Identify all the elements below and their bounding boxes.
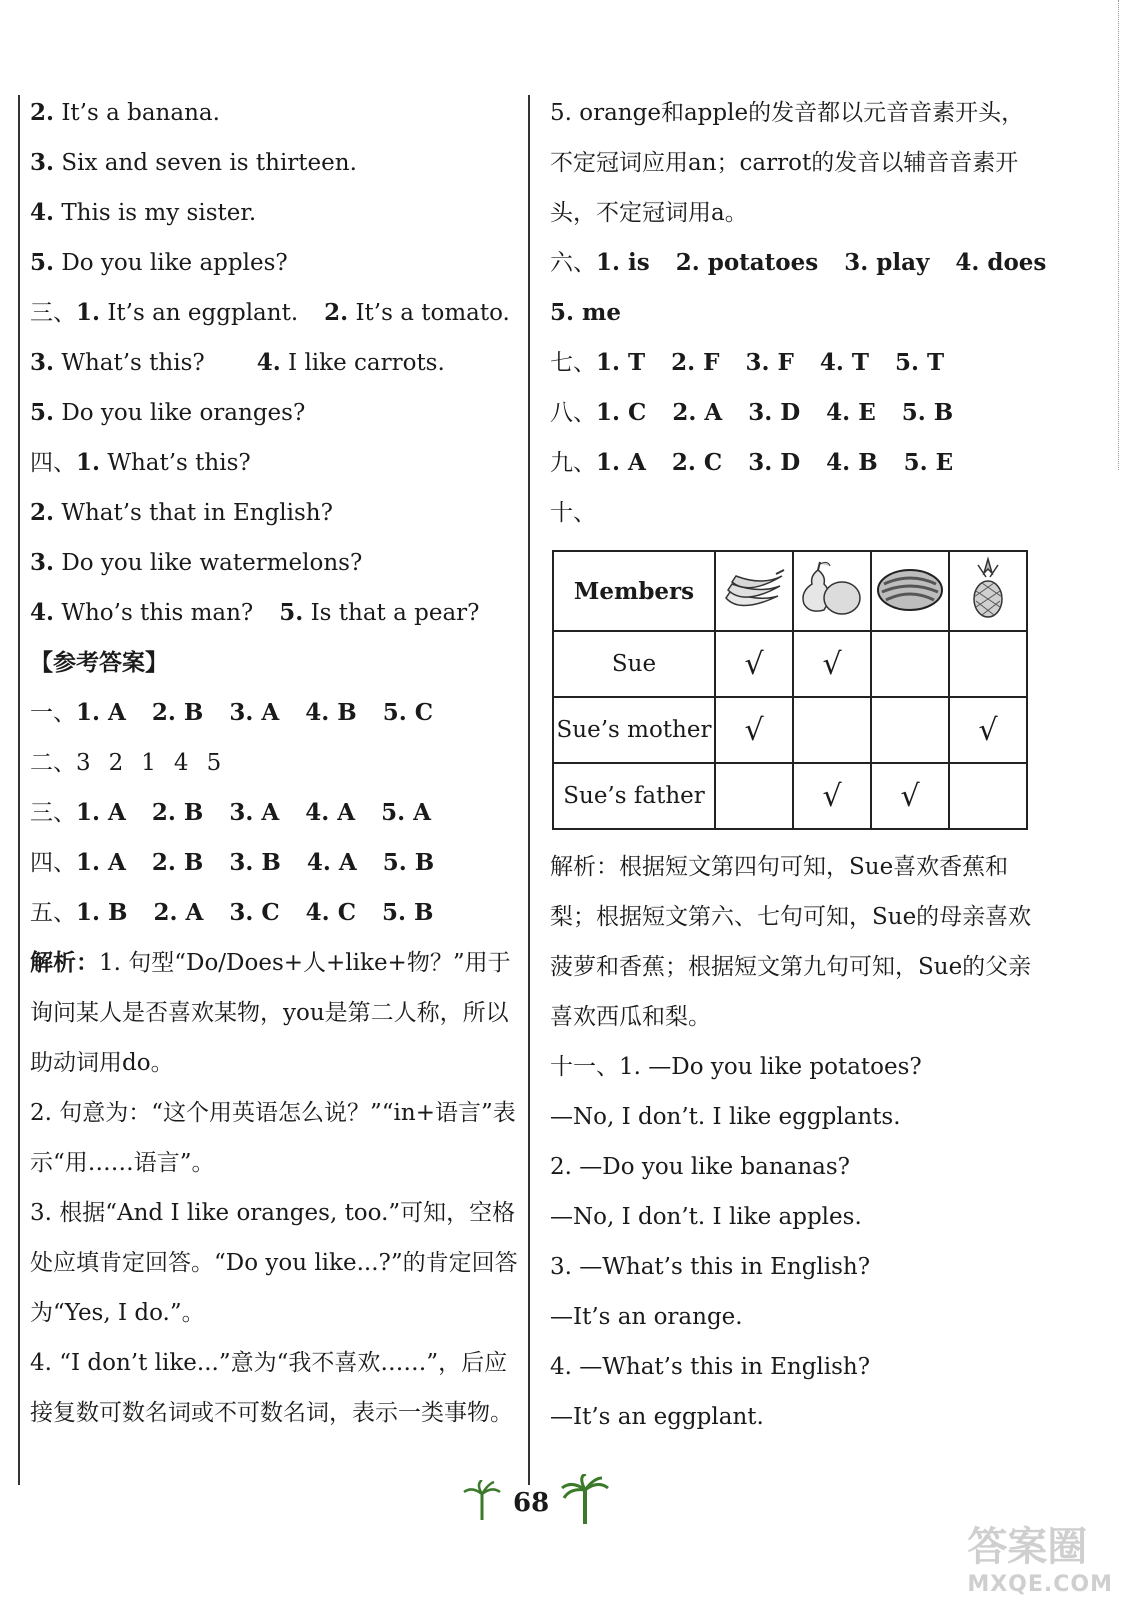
section-si-line: 四、1. What’s this? [30, 449, 251, 476]
analysis-paragraph-1: 解析：1. 句型“Do/Does+人+like+物？”用于询问某人是否喜欢某物，you是第二人称，所以助动词用do。 [30, 949, 511, 1076]
answer-row-jiu: 九、1. A 2. C 3. D 4. B 5. E [550, 449, 954, 476]
section-shi-label: 十、 [550, 500, 596, 526]
check-cell: √ [793, 763, 871, 829]
answer-row-liu-2: 5. me [550, 299, 621, 326]
banana-icon [715, 551, 793, 631]
answer-row-er: 二、3 2 1 4 5 [30, 750, 222, 776]
check-cell: √ [793, 631, 871, 697]
palm-tree-icon [560, 1474, 610, 1526]
answer-row-liu: 六、1. is 2. potatoes 3. play 4. does [550, 249, 1047, 276]
pear-icon [793, 551, 871, 631]
dialog-line: 4. —What’s this in English? [550, 1354, 871, 1380]
dialog-line: —It’s an eggplant. [550, 1404, 764, 1430]
reference-answer-title: 【参考答案】 [30, 649, 168, 676]
check-cell: √ [871, 763, 949, 829]
table-row [553, 697, 1027, 763]
section-san-line-3: 5. Do you like oranges? [30, 399, 306, 426]
note-paragraph-5: 5. orange和apple的发音都以元音音素开头，不定冠词应用an；carrot的发音以辅音音素开头，不定冠词用a。 [550, 100, 1025, 226]
left-margin-rule [18, 95, 20, 1485]
section-si-line-2: 2. What’s that in English? [30, 499, 333, 526]
analysis-paragraph-3: 3. 根据“And I like oranges, too.”可知，空格处应填肯定回答。“Do you like...?”的肯定回答为“Yes, I do.”。 [30, 1200, 518, 1326]
palm-tree-icon [462, 1480, 502, 1524]
member-name: Sue [553, 631, 715, 697]
members-header: Members [553, 551, 715, 631]
section-san-line: 三、1. It’s an eggplant. 2. It’s a tomato. [30, 299, 510, 326]
dialog-line: 2. —Do you like bananas? [550, 1154, 851, 1180]
left-column [30, 88, 520, 1438]
watermark-title: 答案圈 [967, 1524, 1088, 1570]
table-row [553, 763, 1027, 829]
answer-row-ba: 八、1. C 2. A 3. D 4. E 5. B [550, 399, 954, 426]
column-divider [528, 95, 530, 1485]
answer-line: 4. This is my sister. [30, 199, 257, 226]
section-si-line-3: 3. Do you like watermelons? [30, 549, 363, 576]
page-edge-strip [1118, 0, 1129, 470]
check-cell [949, 763, 1027, 829]
analysis-paragraph-4: 4. “I don’t like...”意为“我不喜欢……”，后应接复数可数名词或不可数名词，表示一类事物。 [30, 1350, 513, 1426]
pineapple-icon [949, 551, 1027, 631]
member-name: Sue’s father [553, 763, 715, 829]
answer-line: 5. Do you like apples? [30, 249, 288, 276]
watermark [967, 1515, 1113, 1597]
check-cell [871, 631, 949, 697]
table-header-row [553, 551, 1027, 631]
section-san-line-2: 3. What’s this? 4. I like carrots. [30, 349, 445, 376]
answer-row-yi: 一、1. A 2. B 3. A 4. B 5. C [30, 699, 434, 726]
table-analysis-paragraph: 解析：根据短文第四句可知，Sue喜欢香蕉和梨；根据短文第六、七句可知，Sue的母亲喜欢菠萝和香蕉；根据短文第九句可知，Sue的父亲喜欢西瓜和梨。 [550, 854, 1032, 1030]
table-row [553, 631, 1027, 697]
dialog-line: —It’s an orange. [550, 1304, 743, 1330]
watermark-url: MXQE.COM [967, 1572, 1113, 1597]
check-cell [793, 697, 871, 763]
dialog-line: 十一、1. —Do you like potatoes? [550, 1054, 922, 1080]
answer-row-san: 三、1. A 2. B 3. A 4. A 5. A [30, 799, 431, 826]
check-cell [949, 631, 1027, 697]
answer-row-qi: 七、1. T 2. F 3. F 4. T 5. T [550, 349, 945, 376]
answer-row-wu: 五、1. B 2. A 3. C 4. C 5. B [30, 899, 434, 926]
check-cell: √ [715, 697, 793, 763]
dialog-line: 3. —What’s this in English? [550, 1254, 871, 1280]
answer-row-si: 四、1. A 2. B 3. B 4. A 5. B [30, 849, 435, 876]
check-cell [715, 763, 793, 829]
members-fruit-table [552, 550, 1028, 830]
section-si-line-4: 4. Who’s this man? 5. Is that a pear? [30, 599, 480, 626]
dialog-line: —No, I don’t. I like apples. [550, 1204, 862, 1230]
answer-line: 2. It’s a banana. [30, 99, 220, 126]
page-number: 68 [513, 1488, 550, 1518]
right-column [550, 88, 1047, 1442]
check-cell [871, 697, 949, 763]
answer-line: 3. Six and seven is thirteen. [30, 149, 357, 176]
check-cell: √ [715, 631, 793, 697]
check-cell: √ [949, 697, 1027, 763]
member-name: Sue’s mother [553, 697, 715, 763]
analysis-paragraph-2: 2. 句意为：“这个用英语怎么说？”“in+语言”表示“用……语言”。 [30, 1100, 516, 1176]
dialog-line: —No, I don’t. I like eggplants. [550, 1104, 901, 1130]
watermelon-icon [871, 551, 949, 631]
